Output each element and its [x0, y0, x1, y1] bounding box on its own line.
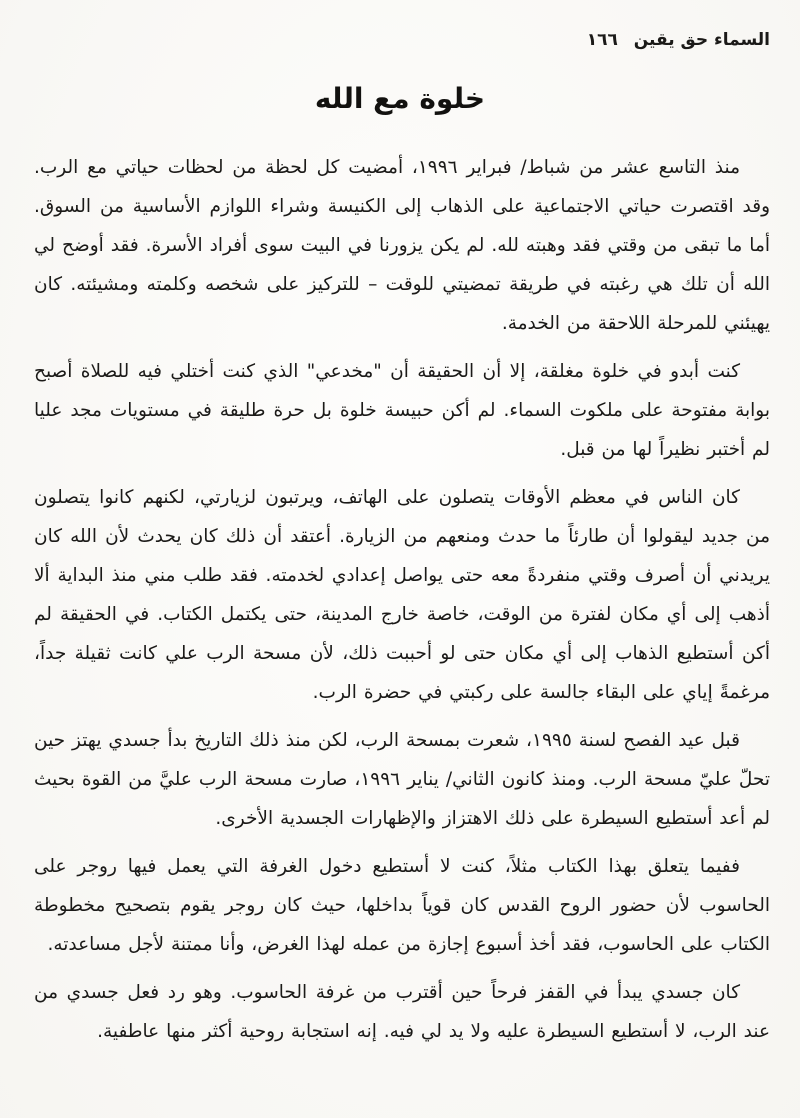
paragraph-2: كنت أبدو في خلوة مغلقة، إلا أن الحقيقة أن "مخدعي" الذي كنت أختلي فيه للصلاة أصبح بوابة مفتوحة على ملكوت السماء. لم أكن حبيسة خلوة بل حرة طليقة في مستويات مجد عليا لم أختبر نظيراً لها من قبل.: [34, 361, 770, 460]
page-number: ١٦٦: [586, 30, 618, 50]
chapter-title: خلوة مع الله: [314, 82, 486, 115]
paragraph-3: كان الناس في معظم الأوقات يتصلون على الهاتف، ويرتبون لزيارتي، لكنهم كانوا يتصلون من جديد ليقولوا أن طارئاً ما حدث ومنعهم من الزيارة. أعتقد أن ذلك كان يحدث لأن الله كان يريدني أن أصرف وقتي منفردةً معه حتى يواصل إعدادي لخدمته. فقد طلب مني منذ البداية ألا أذهب إلى أي مكان لفترة من الوقت، خاصة خارج المدينة، حتى يكتمل الكتاب. في الحقيقة لم أكن أستطيع الذهاب إلى أي مكان حتى لو أحببت ذلك، لأن مسحة الرب علي كانت ثقيلة جداً، مرغمةً إياي على البقاء جالسة على ركبتي في حضرة الرب.: [34, 487, 770, 703]
running-header-book-title: السماء حق يقين: [633, 30, 770, 50]
body-text: [34, 148, 770, 1051]
paragraph-4: قبل عيد الفصح لسنة ١٩٩٥، شعرت بمسحة الرب، لكن منذ ذلك التاريخ بدأ جسدي يهتز حين تحلّ عليّ مسحة الرب. ومنذ كانون الثاني/ يناير ١٩٩٦، صارت مسحة الرب عليَّ من القوة بحيث لم أعد أستطيع السيطرة على ذلك الاهتزاز والإظهارات الجسدية الأخرى.: [34, 730, 770, 829]
paragraph-6: كان جسدي يبدأ في القفز فرحاً حين أقترب من غرفة الحاسوب. وهو رد فعل جسدي من عند الرب، لا أستطيع السيطرة عليه ولا يد لي فيه. إنه استجابة روحية أكثر منها عاطفية.: [34, 982, 770, 1042]
paragraph-5: ففيما يتعلق بهذا الكتاب مثلاً، كنت لا أستطيع دخول الغرفة التي يعمل فيها روجر على الحاسوب لأن حضور الروح القدس كان قوياً بداخلها، حيث كان روجر يقوم بتصحيح مخطوطة الكتاب على الحاسوب، فقد أخذ أسبوع إجازة من عمله لهذا الغرض، وأنا ممتنة لأجل مساعدته.: [34, 856, 770, 955]
running-header: [587, 30, 770, 50]
paragraph-1: منذ التاسع عشر من شباط/ فبراير ١٩٩٦، أمضيت كل لحظة من لحظات حياتي مع الرب. وقد اقتصرت حياتي الاجتماعية على الذهاب إلى الكنيسة وشراء اللوازم الأساسية من السوق. أما ما تبقى من وقتي فقد وهبته لله. لم يكن يزورنا في البيت سوى أفراد الأسرة. فقد أوضح لي الله أن تلك هي رغبته في طريقة تمضيتي للوقت – للتركيز على شخصه وكلمته ومشيئته. كان يهيئني للمرحلة اللاحقة من الخدمة.: [34, 157, 770, 334]
